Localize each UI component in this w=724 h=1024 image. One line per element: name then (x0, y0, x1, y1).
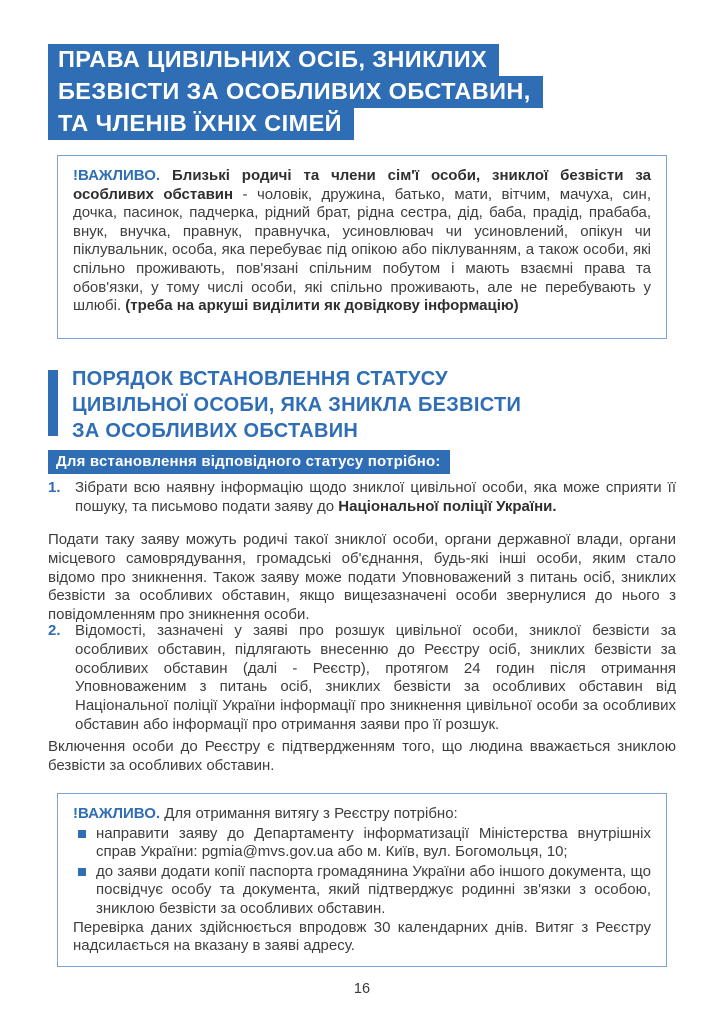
heading-line-1: ПОРЯДОК ВСТАНОВЛЕННЯ СТАТУСУ (72, 368, 448, 390)
important-2-intro-line (73, 805, 651, 824)
page-number: 16 (353, 981, 371, 997)
title-line-3: ТА ЧЛЕНІВ ЇХНІХ СІМЕЙ (48, 108, 354, 140)
paragraph-submit-application: Подати таку заяву можуть родичі такої зниклої особи, органи державної влади, органи місцевого самоврядування, громадські об'єднання, будь-які інші особи, яким стало відомо про зникнення. Також заяву може подати Уповноважений з питань осіб, зниклих безвісти за особливих обставин, якщо вищезазначені особи звернулися до нього з повідомленням про зникнення особи. (48, 531, 676, 624)
bullet-2-text: до заяви додати копії паспорта громадянина України або іншого документа, що посвідчує особу та документа, який підтверджує родинні зв'язки з особою, зниклою безвісти за особливих обставин. (96, 862, 651, 917)
numbered-item-2 (48, 622, 676, 735)
title-line-1: ПРАВА ЦИВІЛЬНИХ ОСІБ, ЗНИКЛИХ (48, 44, 499, 76)
section-heading-text (72, 366, 521, 444)
bullet-square-icon (78, 868, 86, 876)
important-label: !ВАЖЛИВО. (73, 167, 161, 184)
heading-accent-bar (48, 370, 58, 436)
important-bold-tail: (треба на аркуші виділити як довідкову інформацію) (125, 297, 519, 315)
numbered-item-1 (48, 479, 676, 517)
paragraph-registry-confirmation: Включення особи до Реєстру є підтвердженням того, що людина вважається зниклою безвісти за особливих обставин. (48, 738, 676, 774)
item-2-number: 2. (48, 622, 61, 639)
page-title (48, 44, 543, 140)
important-body-text: - чоловік, дружина, батько, мати, вітчим, мачуха, син, дочка, пасинок, падчерка, рідний брат, рідна сестра, дід, баба, прадід, прабаба, внук, внучка, правнук, правнучка, усиновлювач чи усиновлений, опікун чи піклувальник, особа, яка перебуває під опікою або піклуванням, а також особи, які спільно проживають, пов'язані спільним побутом і мають взаємні права та обов'язки, у тому числі особи, які спільно проживають, але не перебувають у шлюбі. (73, 185, 652, 315)
important-2-outro: Перевірка даних здійснюється впродовж 30 календарних днів. Витяг з Реєстру надсилається на вказану в заяві адресу. (73, 918, 651, 955)
item-1-number: 1. (48, 479, 61, 496)
important-note-box-1 (57, 155, 667, 339)
important-note-box-2 (57, 793, 667, 967)
item-2-text: Відомості, зазначені у заяві про розшук цивільної особи, зниклої безвісти за особливих обставин, підлягають внесенню до Реєстру осіб, зниклих безвісти за особливих обставин (далі - Реєстр), протягом 24 годин після отримання Уповноваженим з питань осіб, зниклих безвісти за особливих обставин від Національної поліції України інформації про зникнення цивільної особи за особливих обставин або інформації про отримання заяви про її розшук. (75, 622, 676, 733)
heading-line-2: ЦИВІЛЬНОЇ ОСОБИ, ЯКА ЗНИКЛА БЕЗВІСТИ (72, 394, 522, 416)
bullet-item-2 (73, 863, 651, 919)
title-line-2: БЕЗВІСТИ ЗА ОСОБЛИВИХ ОБСТАВИН, (48, 76, 543, 108)
bullet-1-text: направити заяву до Департаменту інформатизації Міністерства внутрішніх справ України: pgmia@mvs.gov.ua або м. Київ, вул. Богомольця, 10; (96, 824, 651, 861)
bullet-square-icon (78, 830, 86, 838)
bullet-item-1 (73, 825, 651, 862)
important-2-intro: Для отримання витягу з Реєстру потрібно: (160, 805, 458, 822)
status-requirements-label: Для встановлення відповідного статусу потрібно: (48, 450, 450, 474)
section-heading (48, 366, 521, 444)
heading-line-3: ЗА ОСОБЛИВИХ ОБСТАВИН (72, 420, 359, 442)
item-1-text: Зібрати всю наявну інформацію щодо зниклої цивільної особи, яка може сприяти її пошуку, та письмово подати заяву до (75, 479, 676, 515)
important-label: !ВАЖЛИВО. (73, 805, 161, 822)
important-bold-lead: Близькі родичі та члени сім'ї особи, зниклої безвісти за особливих обставин (73, 167, 651, 203)
item-1-bold: Національної поліції України. (338, 497, 557, 515)
